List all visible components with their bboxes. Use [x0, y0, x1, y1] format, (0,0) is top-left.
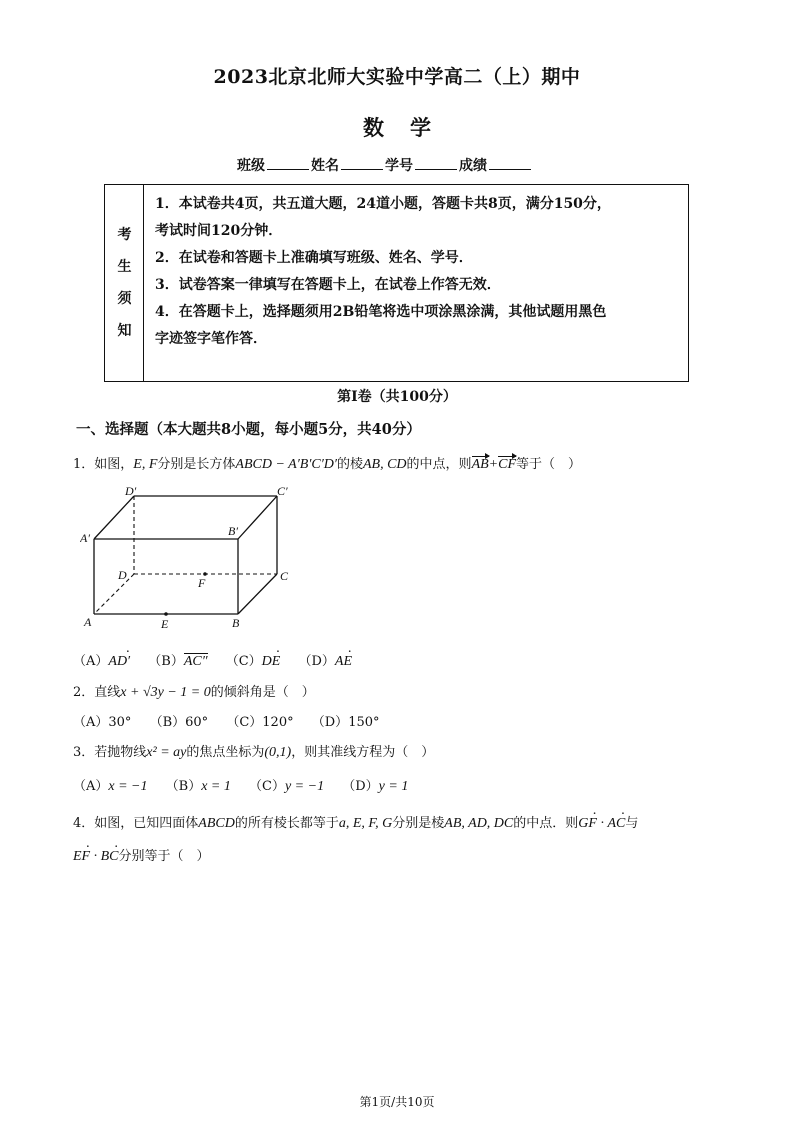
- question-4-cont: EF · · BC ·分别等于（ ）: [73, 845, 210, 865]
- label-c: C: [280, 569, 289, 583]
- section-heading: 一、选择题（本大题共8小题，每小题5分，共40分）: [76, 421, 421, 438]
- label-c-prime: C′: [277, 484, 288, 498]
- q4-text: 与: [625, 816, 639, 831]
- q3-option-b[interactable]: [166, 779, 231, 794]
- label-d: D: [118, 568, 127, 582]
- notice-box: [104, 184, 689, 382]
- q3-math: (0,1): [264, 745, 292, 760]
- q1-text: 分别是长方体: [157, 457, 236, 472]
- q3-text: ，则其准线方程为（ ）: [291, 745, 435, 760]
- q4-text: 的所有棱长都等于: [234, 816, 339, 831]
- label-b-prime: B′: [228, 524, 238, 538]
- option-label: （D）: [342, 779, 379, 794]
- q4-math: a, E, F, G: [338, 816, 393, 831]
- option-label: （A）: [73, 715, 109, 730]
- q4-text: 分别是棱: [392, 816, 445, 831]
- option-expr: AC″: [183, 654, 208, 669]
- q4-number: 4．如图，已知四面体: [73, 816, 199, 831]
- option-label: （D）: [311, 715, 349, 730]
- option-label: （B）: [148, 654, 184, 669]
- notice-line: 3．试卷答案一律填写在答题卡上，在试卷上作答无效．: [155, 277, 501, 293]
- q3-option-a[interactable]: [73, 779, 148, 794]
- score-label: 成绩: [459, 158, 487, 174]
- q4-vector: GF ·: [578, 816, 597, 832]
- question-4: 4．如图，已知四面体ABCD的所有棱长都等于a, E, F, G分别是棱AB, AD, DC的中点．则GF · · AC ·与: [73, 812, 638, 832]
- student-id-label: 学号: [385, 158, 413, 174]
- q1-text: 等于（ ）: [516, 457, 582, 472]
- q1-math: E, F: [133, 457, 158, 472]
- q2-math: x + √3y − 1 = 0: [120, 685, 211, 700]
- q1-option-a[interactable]: [73, 654, 130, 669]
- class-blank[interactable]: [267, 157, 309, 170]
- option-expr: 150°: [348, 715, 380, 730]
- q4-text: 分别等于（ ）: [118, 849, 210, 864]
- option-expr: 120°: [262, 715, 294, 730]
- q1-option-d[interactable]: [298, 654, 352, 669]
- option-label: （C）: [249, 779, 285, 794]
- volume-heading: 第Ⅰ卷（共100分）: [337, 389, 457, 405]
- score-blank[interactable]: [489, 157, 531, 170]
- q3-options: [73, 775, 422, 795]
- q1-math: +: [488, 457, 499, 472]
- notice-side-char: 考: [117, 227, 132, 243]
- question-2: [73, 681, 315, 701]
- subject-title: 数学: [363, 115, 457, 140]
- option-expr: x = 1: [201, 779, 231, 794]
- cuboid-figure: [80, 483, 300, 633]
- q3-option-d[interactable]: [342, 779, 408, 794]
- q1-option-c[interactable]: [226, 654, 281, 669]
- q4-vector: EF ·: [73, 849, 90, 865]
- option-label: （A）: [73, 779, 109, 794]
- notice-side-char: 须: [117, 291, 132, 307]
- q2-option-b[interactable]: [150, 715, 209, 730]
- q2-text: 的倾斜角是（ ）: [210, 685, 315, 700]
- q2-option-c[interactable]: [226, 715, 293, 730]
- option-label: （C）: [225, 654, 262, 669]
- label-d-prime: D′: [125, 484, 137, 498]
- page-footer: 第1页/共10页: [359, 1095, 435, 1109]
- option-label: （B）: [165, 779, 202, 794]
- student-info-line: [237, 155, 533, 175]
- option-expr: AE ·: [335, 654, 352, 670]
- label-b: B: [232, 616, 240, 630]
- option-expr: x = −1: [108, 779, 148, 794]
- notice-line: 考试时间120分钟．: [155, 223, 283, 239]
- notice-line: 4．在答题卡上，选择题须用2B铅笔将选中项涂黑涂满，其他试题用黑色: [155, 304, 607, 320]
- option-expr: 60°: [185, 715, 209, 730]
- option-expr: y = 1: [378, 779, 409, 794]
- notice-line: 字迹签字笔作答．: [155, 331, 267, 347]
- q1-vector: AB: [471, 457, 489, 472]
- name-label: 姓名: [311, 158, 339, 174]
- notice-body: [155, 191, 680, 353]
- q2-number: 2．直线: [73, 685, 121, 700]
- label-f: F: [198, 576, 206, 590]
- q4-math: AB, AD, DC: [444, 816, 514, 831]
- option-expr: y = −1: [284, 779, 325, 794]
- notice-side-char: 知: [117, 323, 132, 339]
- notice-side-char: 生: [117, 259, 132, 275]
- question-1: [73, 453, 581, 473]
- q2-option-a[interactable]: [73, 715, 131, 730]
- q3-text: 的焦点坐标为: [186, 745, 265, 760]
- name-blank[interactable]: [341, 157, 383, 170]
- q4-vector: BC ·: [101, 849, 119, 865]
- q1-number: 1．如图，: [73, 457, 134, 472]
- q1-math: AB, CD: [362, 457, 407, 472]
- option-label: （D）: [298, 654, 335, 669]
- q1-vector: CF: [498, 457, 517, 472]
- label-a: A: [84, 615, 92, 629]
- class-label: 班级: [237, 158, 265, 174]
- q3-math: x² = ay: [146, 745, 187, 760]
- notice-side-label: [105, 185, 144, 381]
- q1-text: 的棱: [336, 457, 363, 472]
- exam-title: 2023北京北师大实验中学高二（上）期中: [213, 66, 581, 88]
- option-expr: DE ·: [262, 654, 281, 670]
- student-id-blank[interactable]: [415, 157, 457, 170]
- q3-number: 3．若抛物线: [73, 745, 147, 760]
- option-label: （C）: [226, 715, 263, 730]
- q1-text: 的中点，则: [406, 457, 472, 472]
- q4-vector: AC ·: [607, 816, 625, 832]
- q4-text: 的中点．则: [513, 816, 579, 831]
- q1-options: [73, 650, 366, 670]
- notice-line: 2．在试卷和答题卡上准确填写班级、姓名、学号．: [155, 250, 473, 266]
- q2-option-d[interactable]: [312, 715, 380, 730]
- option-label: （B）: [149, 715, 186, 730]
- label-e: E: [161, 617, 169, 631]
- point-e: [164, 612, 168, 616]
- q4-math: ABCD: [198, 816, 235, 831]
- option-label: （A）: [73, 654, 109, 669]
- q1-math: ABCD − A′B′C′D′: [235, 457, 337, 472]
- option-expr: 30°: [108, 715, 132, 730]
- q3-option-c[interactable]: [249, 779, 324, 794]
- q1-option-b[interactable]: [148, 654, 207, 669]
- q2-options: [73, 711, 394, 730]
- notice-line: 1．本试卷共4页，共五道大题，24道小题，答题卡共8页，满分150分，: [155, 196, 611, 212]
- option-expr: AD′ ·: [108, 654, 130, 670]
- question-3: [73, 741, 434, 761]
- label-a-prime: A′: [80, 531, 90, 545]
